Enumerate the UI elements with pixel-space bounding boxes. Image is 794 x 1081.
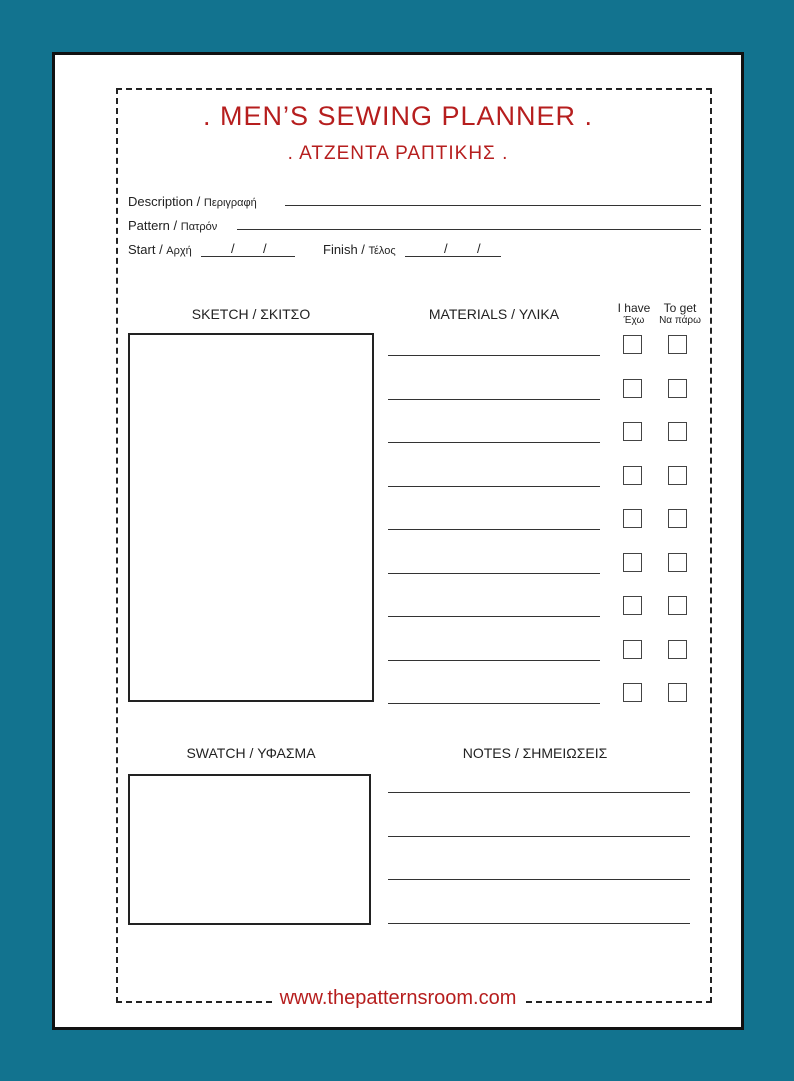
to-get-column-header: To get Να πάρω — [659, 301, 701, 326]
sketch-heading: SKETCH / ΣΚΙΤΣΟ — [191, 306, 311, 322]
to-get-checkbox[interactable] — [668, 335, 687, 354]
planner-sheet — [52, 52, 744, 1030]
finish-date-sep-2: / — [477, 241, 481, 256]
i-have-column-header: I have Έχω — [617, 301, 651, 326]
to-get-checkbox[interactable] — [668, 422, 687, 441]
to-get-checkbox[interactable] — [668, 553, 687, 572]
material-line[interactable] — [388, 399, 600, 400]
notes-line[interactable] — [388, 923, 690, 924]
notes-line[interactable] — [388, 879, 690, 880]
to-get-checkbox[interactable] — [668, 596, 687, 615]
material-line[interactable] — [388, 486, 600, 487]
planner-title: . MEN’S SEWING PLANNER . — [202, 101, 594, 131]
materials-heading: MATERIALS / ΥΛΙΚΑ — [428, 306, 560, 322]
website-url-text: www.thepatternsroom.com — [272, 987, 525, 1009]
i-have-checkbox[interactable] — [623, 466, 642, 485]
swatch-box[interactable] — [128, 774, 371, 925]
material-line[interactable] — [388, 442, 600, 443]
material-line[interactable] — [388, 573, 600, 574]
pattern-field[interactable] — [237, 229, 701, 230]
material-line[interactable] — [388, 616, 600, 617]
planner-subtitle: . ΑΤΖΕΝΤΑ ΡΑΠΤΙΚΗΣ . — [287, 143, 509, 164]
to-get-checkbox[interactable] — [668, 683, 687, 702]
i-have-checkbox[interactable] — [623, 683, 642, 702]
start-label: Start / Αρχή — [128, 242, 192, 257]
swatch-heading: SWATCH / ΥΦΑΣΜΑ — [186, 745, 316, 761]
pattern-label: Pattern / Πατρόν — [128, 218, 218, 233]
material-line[interactable] — [388, 660, 600, 661]
to-get-checkbox[interactable] — [668, 466, 687, 485]
description-field[interactable] — [285, 205, 701, 206]
start-date-sep-2: / — [263, 241, 267, 256]
description-label: Description / Περιγραφή — [128, 194, 257, 209]
start-date-sep-1: / — [231, 241, 235, 256]
i-have-checkbox[interactable] — [623, 553, 642, 572]
finish-date-field[interactable] — [405, 256, 501, 257]
to-get-checkbox[interactable] — [668, 379, 687, 398]
finish-label: Finish / Τέλος — [323, 242, 396, 257]
i-have-checkbox[interactable] — [623, 640, 642, 659]
i-have-checkbox[interactable] — [623, 422, 642, 441]
i-have-checkbox[interactable] — [623, 509, 642, 528]
website-url — [55, 987, 741, 1010]
start-date-field[interactable] — [201, 256, 295, 257]
to-get-checkbox[interactable] — [668, 640, 687, 659]
i-have-checkbox[interactable] — [623, 335, 642, 354]
to-get-checkbox[interactable] — [668, 509, 687, 528]
material-line[interactable] — [388, 529, 600, 530]
finish-date-sep-1: / — [444, 241, 448, 256]
i-have-checkbox[interactable] — [623, 379, 642, 398]
notes-line[interactable] — [388, 792, 690, 793]
material-line[interactable] — [388, 703, 600, 704]
notes-line[interactable] — [388, 836, 690, 837]
sketch-box[interactable] — [128, 333, 374, 702]
material-line[interactable] — [388, 355, 600, 356]
notes-heading: NOTES / ΣΗΜΕΙΩΣΕΙΣ — [462, 745, 608, 761]
i-have-checkbox[interactable] — [623, 596, 642, 615]
